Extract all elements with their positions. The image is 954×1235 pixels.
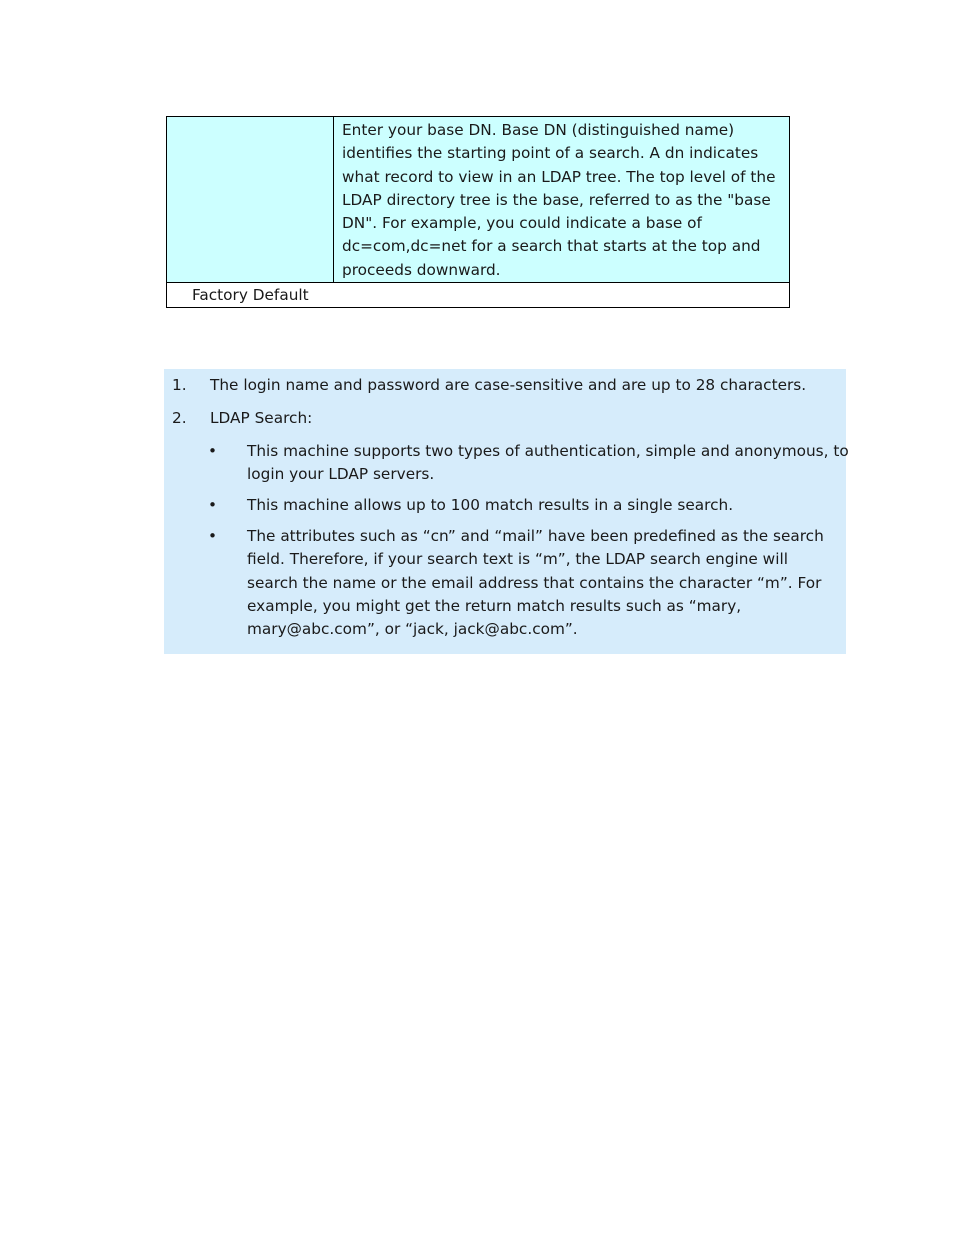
notes-box xyxy=(164,369,849,654)
factory-default-label: Factory Default xyxy=(167,283,790,308)
note-number: 2. xyxy=(172,409,187,427)
note-text: LDAP Search: xyxy=(210,409,313,427)
bullet-icon: • xyxy=(208,442,218,460)
ldap-settings-table xyxy=(166,116,790,308)
bullet-text: This machine supports two types of authentication, simple and anonymous, to login your LDAP servers. xyxy=(247,442,849,484)
note-number: 1. xyxy=(172,376,187,394)
note-text: The login name and password are case-sensitive and are up to 28 characters. xyxy=(210,376,807,394)
bullet-text: The attributes such as “cn” and “mail” have been predefined as the search field. Therefore, if your search text is “m”, the LDAP search engine will search the name or the email address that contains the character “m”. For example, you might get the return match results such as “mary, mary@abc.com”, or “jack, jack@abc.com”. xyxy=(247,527,824,639)
bullet-icon: • xyxy=(208,496,218,514)
setting-description-cell: Enter your base DN. Base DN (distinguished name) identifies the starting point of a search. A dn indicates what record to view in an LDAP tree. The top level of the LDAP directory tree is the base, referred to as the "base DN". For example, you could indicate a base of dc=com,dc=net for a search that starts at the top and proceeds downward. xyxy=(334,117,790,283)
bullet-icon: • xyxy=(208,527,218,545)
setting-name-cell xyxy=(167,117,334,283)
bullet-text: This machine allows up to 100 match results in a single search. xyxy=(247,496,734,514)
table-row-base-dn xyxy=(167,117,790,283)
table-row-factory-default xyxy=(167,283,790,308)
